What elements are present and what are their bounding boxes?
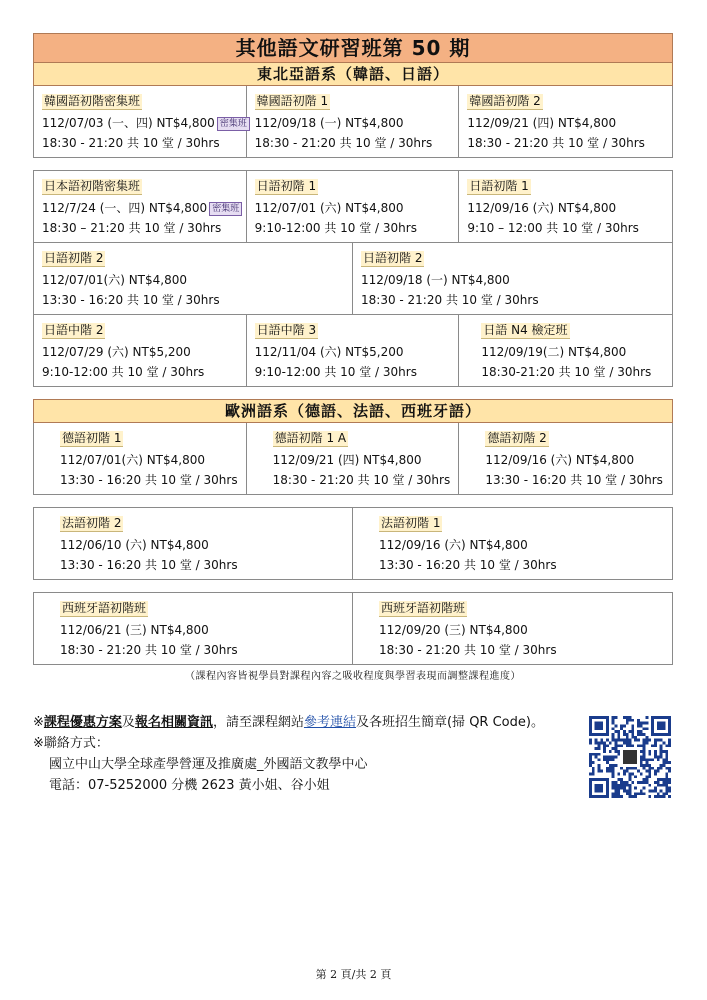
- course-time: 13:30 - 16:20 共 10 堂 / 30hrs: [485, 473, 663, 487]
- course-date-price: 112/06/21 (三) NT$4,800: [60, 623, 209, 637]
- course-time: 13:30 - 16:20 共 10 堂 / 30hrs: [60, 558, 238, 572]
- course-time: 18:30 - 21:20 共 10 堂 / 30hrs: [272, 473, 451, 487]
- reference-link[interactable]: 參考連結: [303, 715, 356, 730]
- course-cell: [353, 508, 672, 579]
- course-time: 9:10-12:00 共 10 堂 / 30hrs: [42, 365, 205, 379]
- course-cell: [353, 243, 672, 314]
- course-time: 18:30 - 21:20 共 10 堂 / 30hrs: [254, 136, 433, 150]
- course-time: 9:10-12:00 共 10 堂 / 30hrs: [254, 221, 417, 235]
- course-date-price: 112/09/16 (六) NT$4,800: [379, 538, 528, 552]
- course-date-price: 112/06/10 (六) NT$4,800: [60, 538, 209, 552]
- course-time: 18:30 - 21:20 共 10 堂 / 30hrs: [361, 293, 539, 307]
- course-schedule: [33, 33, 673, 682]
- course-name: 德語初階 1 A: [274, 431, 347, 445]
- course-name: 日語初階 2: [44, 251, 104, 265]
- course-cell: [247, 423, 460, 494]
- course-cell: [34, 315, 247, 386]
- course-cell: [247, 86, 460, 157]
- course-cell: [459, 171, 672, 242]
- course-name: 日語中階 3: [256, 323, 317, 337]
- german-row: [33, 423, 673, 495]
- page-number: 第 2 頁/共 2 頁: [315, 968, 392, 981]
- course-name: 日語 N4 檢定班: [483, 323, 568, 337]
- course-date-price: 112/07/29 (六) NT$5,200: [42, 345, 191, 359]
- course-name: 日語初階 1: [256, 179, 317, 193]
- course-date-price: 112/09/21 (四) NT$4,800: [467, 116, 617, 130]
- info-tail-text: 及各班招生簡章(掃 QR Code)。: [355, 715, 544, 730]
- course-date-price: 112/09/16 (六) NT$4,800: [467, 201, 617, 215]
- europe-header: 歐洲語系（德語、法語、西班牙語）: [33, 399, 673, 423]
- course-date-price: 112/7/24 (一、四) NT$4,800: [42, 201, 208, 215]
- course-time: 9:10 – 12:00 共 10 堂 / 30hrs: [467, 221, 639, 235]
- course-name: 德語初階 1: [62, 431, 122, 445]
- course-name: 日語中階 2: [44, 323, 104, 337]
- registration-info-text: 報名相關資訊: [134, 715, 213, 730]
- info-section: [33, 712, 544, 796]
- course-date-price: 112/07/01(六) NT$4,800: [42, 273, 188, 287]
- course-cell: [353, 593, 672, 664]
- french-row: [33, 507, 673, 580]
- course-name: 法語初階 1: [381, 516, 441, 530]
- course-cell: [34, 86, 247, 157]
- course-date-price: 112/09/21 (四) NT$4,800: [272, 453, 422, 467]
- course-name: 日本語初階密集班: [44, 179, 141, 193]
- course-cell: [459, 86, 672, 157]
- and-text: 及: [121, 715, 135, 730]
- course-name: 日語初階 2: [363, 251, 423, 265]
- course-date-price: 112/09/20 (三) NT$4,800: [379, 623, 528, 637]
- course-cell: [34, 171, 247, 242]
- course-cell: [34, 423, 247, 494]
- course-time: 18:30 - 21:20 共 10 堂 / 30hrs: [467, 136, 645, 150]
- course-date-price: 112/09/18 (一) NT$4,800: [254, 116, 404, 130]
- intensive-badge: 密集班: [209, 202, 242, 216]
- course-date-price: 112/09/18 (一) NT$4,800: [361, 273, 510, 287]
- course-name: 西班牙語初階班: [62, 601, 147, 615]
- course-date-price: 112/09/16 (六) NT$4,800: [485, 453, 635, 467]
- course-time: 18:30 – 21:20 共 10 堂 / 30hrs: [42, 221, 222, 235]
- intensive-badge: 密集班: [217, 117, 250, 131]
- course-time: 13:30 - 16:20 共 10 堂 / 30hrs: [60, 473, 238, 487]
- course-time: 13:30 - 16:20 共 10 堂 / 30hrs: [379, 558, 557, 572]
- northeast-header: 東北亞語系（韓語、日語）: [33, 62, 673, 86]
- course-time: 18:30 - 21:20 共 10 堂 / 30hrs: [60, 643, 238, 657]
- course-name: 韓國語初階密集班: [44, 94, 141, 108]
- course-time: 13:30 - 16:20 共 10 堂 / 30hrs: [42, 293, 220, 307]
- spanish-row: [33, 592, 673, 665]
- course-name: 韓國語初階 2: [469, 94, 541, 108]
- course-name: 法語初階 2: [62, 516, 122, 530]
- course-cell: [247, 315, 460, 386]
- japanese-row-3: [33, 315, 673, 387]
- offer-text: 課程優惠方案: [43, 715, 122, 730]
- course-cell: [34, 508, 353, 579]
- course-time: 18:30 - 21:20 共 10 堂 / 30hrs: [379, 643, 557, 657]
- schedule-note: （課程內容皆視學員對課程內容之吸收程度與學習表現而調整課程進度）: [185, 671, 521, 682]
- course-cell: [34, 243, 353, 314]
- korean-row: [33, 86, 673, 158]
- course-name: 日語初階 1: [469, 179, 529, 193]
- course-cell: [34, 593, 353, 664]
- course-time: 18:30-21:20 共 10 堂 / 30hrs: [481, 365, 652, 379]
- page-title: 其他語文研習班第 50 期: [33, 33, 673, 62]
- organization-name: 國立中山大學全球產學營運及推廣處_外國語文教學中心: [49, 757, 368, 772]
- qr-code-icon[interactable]: [589, 716, 671, 798]
- contact-phone: 電話：07-5252000 分機 2623 黃小姐、谷小姐: [49, 778, 330, 793]
- course-date-price: 112/09/19(二) NT$4,800: [481, 345, 627, 359]
- bullet-mark: ※: [33, 715, 44, 730]
- course-date-price: 112/07/03 (一、四) NT$4,800: [42, 116, 215, 130]
- course-cell: [459, 315, 672, 386]
- course-name: 韓國語初階 1: [256, 94, 329, 108]
- course-date-price: 112/07/01 (六) NT$4,800: [254, 201, 404, 215]
- japanese-row-2: [33, 243, 673, 315]
- info-mid-text: ，請至課程網站: [212, 715, 304, 730]
- course-name: 德語初階 2: [487, 431, 547, 445]
- course-time: 18:30 - 21:20 共 10 堂 / 30hrs: [42, 136, 220, 150]
- course-cell: [247, 171, 460, 242]
- course-time: 9:10-12:00 共 10 堂 / 30hrs: [254, 365, 417, 379]
- course-cell: [459, 423, 672, 494]
- japanese-row-1: [33, 170, 673, 243]
- course-date-price: 112/07/01(六) NT$4,800: [60, 453, 206, 467]
- course-date-price: 112/11/04 (六) NT$5,200: [254, 345, 404, 359]
- course-name: 西班牙語初階班: [381, 601, 466, 615]
- contact-label: ※聯絡方式：: [33, 736, 109, 751]
